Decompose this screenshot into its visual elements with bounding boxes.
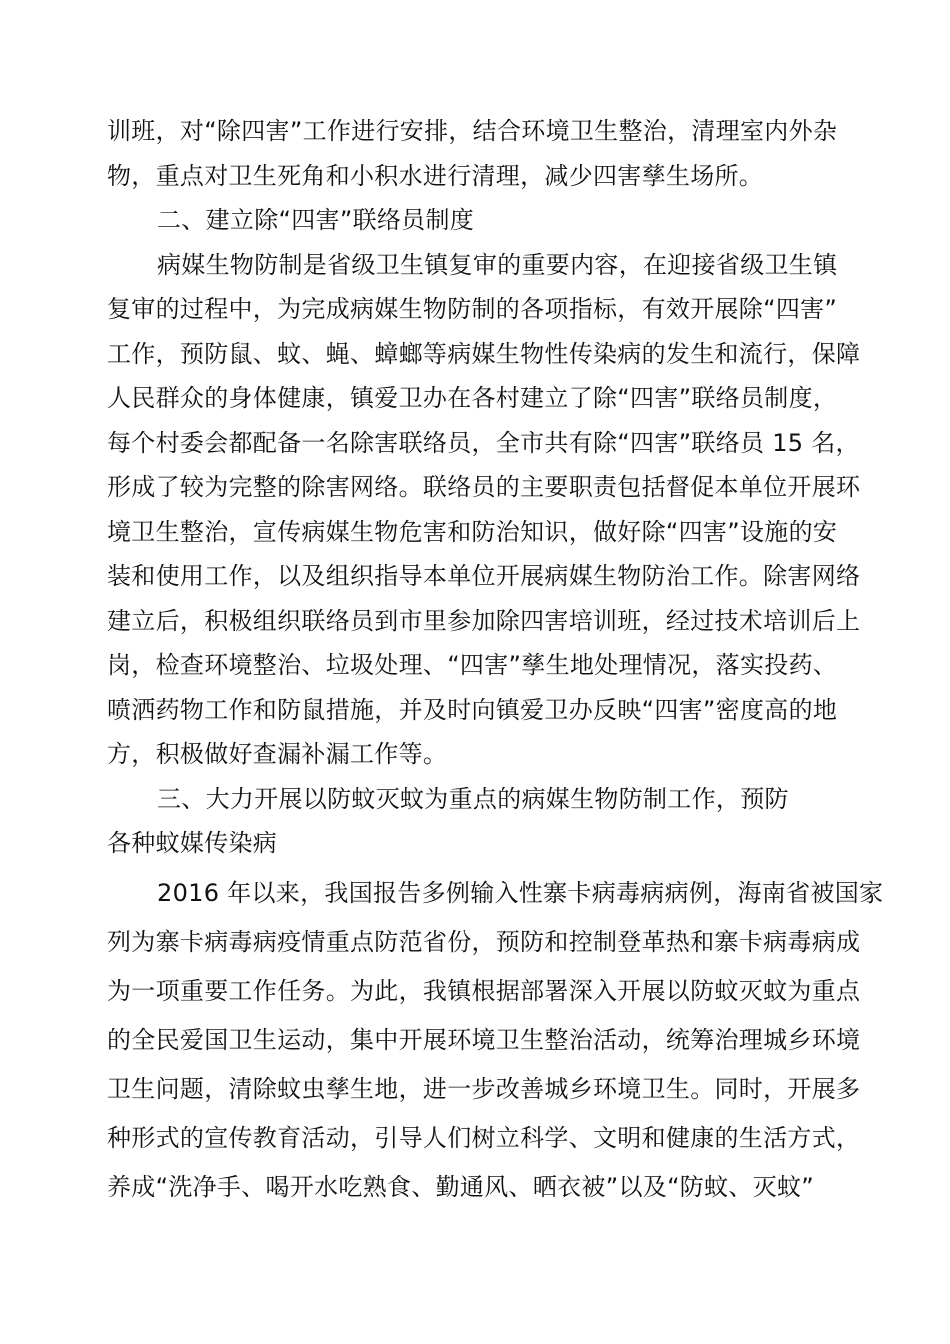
body-text-line: 卫生问题，清除蚊虫孳生地，进一步改善城乡环境卫生。同时，开展多	[107, 1075, 861, 1103]
body-text-line: 种形式的宣传教育活动，引导人们树立科学、文明和健康的生活方式，	[107, 1124, 861, 1152]
body-text-line: 为一项重要工作任务。为此，我镇根据部署深入开展以防蚊灭蚊为重点	[107, 977, 861, 1005]
body-text-line: 物，重点对卫生死角和小积水进行清理，减少四害孳生场所。	[107, 162, 764, 190]
body-text-line: 训班，对“除四害”工作进行安排，结合环境卫生整治，清理室内外杂	[107, 117, 838, 145]
body-text-line: 喷洒药物工作和防鼠措施，并及时向镇爱卫办反映“四害”密度高的地	[107, 696, 838, 724]
section-heading-3: 三、大力开展以防蚊灭蚊为重点的病媒生物防制工作，预防	[157, 785, 789, 813]
body-text-line: 人民群众的身体健康，镇爱卫办在各村建立了除“四害”联络员制度，	[107, 384, 838, 412]
body-text-line: 方，积极做好查漏补漏工作等。	[107, 740, 448, 768]
body-text-line: 岗，检查环境整治、垃圾处理、“四害”孳生地处理情况，落实投药、	[107, 651, 838, 679]
body-text-line: 境卫生整治，宣传病媒生物危害和防治知识，做好除“四害”设施的安	[107, 518, 838, 546]
body-text-line: 列为寨卡病毒病疫情重点防范省份，预防和控制登革热和寨卡病毒病成	[107, 928, 861, 956]
body-text-line: 建立后，积极组织联络员到市里参加除四害培训班，经过技术培训后上	[107, 607, 861, 635]
section-heading-2: 二、建立除“四害”联络员制度	[157, 206, 475, 234]
body-text-line: 每个村委会都配备一名除害联络员，全市共有除“四害”联络员 15 名，	[107, 429, 860, 457]
body-text-line: 形成了较为完整的除害网络。联络员的主要职责包括督促本单位开展环	[107, 473, 861, 501]
body-text-line: 复审的过程中，为完成病媒生物防制的各项指标，有效开展除“四害”	[107, 295, 838, 323]
body-text-line: 工作，预防鼠、蚊、蝇、蟑螂等病媒生物性传染病的发生和流行，保障	[107, 340, 861, 368]
body-text-line: 的全民爱国卫生运动，集中开展环境卫生整治活动，统筹治理城乡环境	[107, 1026, 861, 1054]
body-text-line: 装和使用工作，以及组织指导本单位开展病媒生物防治工作。除害网络	[107, 562, 861, 590]
body-text-line: 2016 年以来，我国报告多例输入性寨卡病毒病病例，海南省被国家	[157, 879, 884, 907]
body-text-line: 病媒生物防制是省级卫生镇复审的重要内容，在迎接省级卫生镇	[157, 251, 838, 279]
body-text-line: 养成“洗净手、喝开水吃熟食、勤通风、晒衣被”以及“防蚊、灭蚊”	[107, 1173, 815, 1201]
section-heading-3-cont: 各种蚊媒传染病	[107, 829, 278, 857]
